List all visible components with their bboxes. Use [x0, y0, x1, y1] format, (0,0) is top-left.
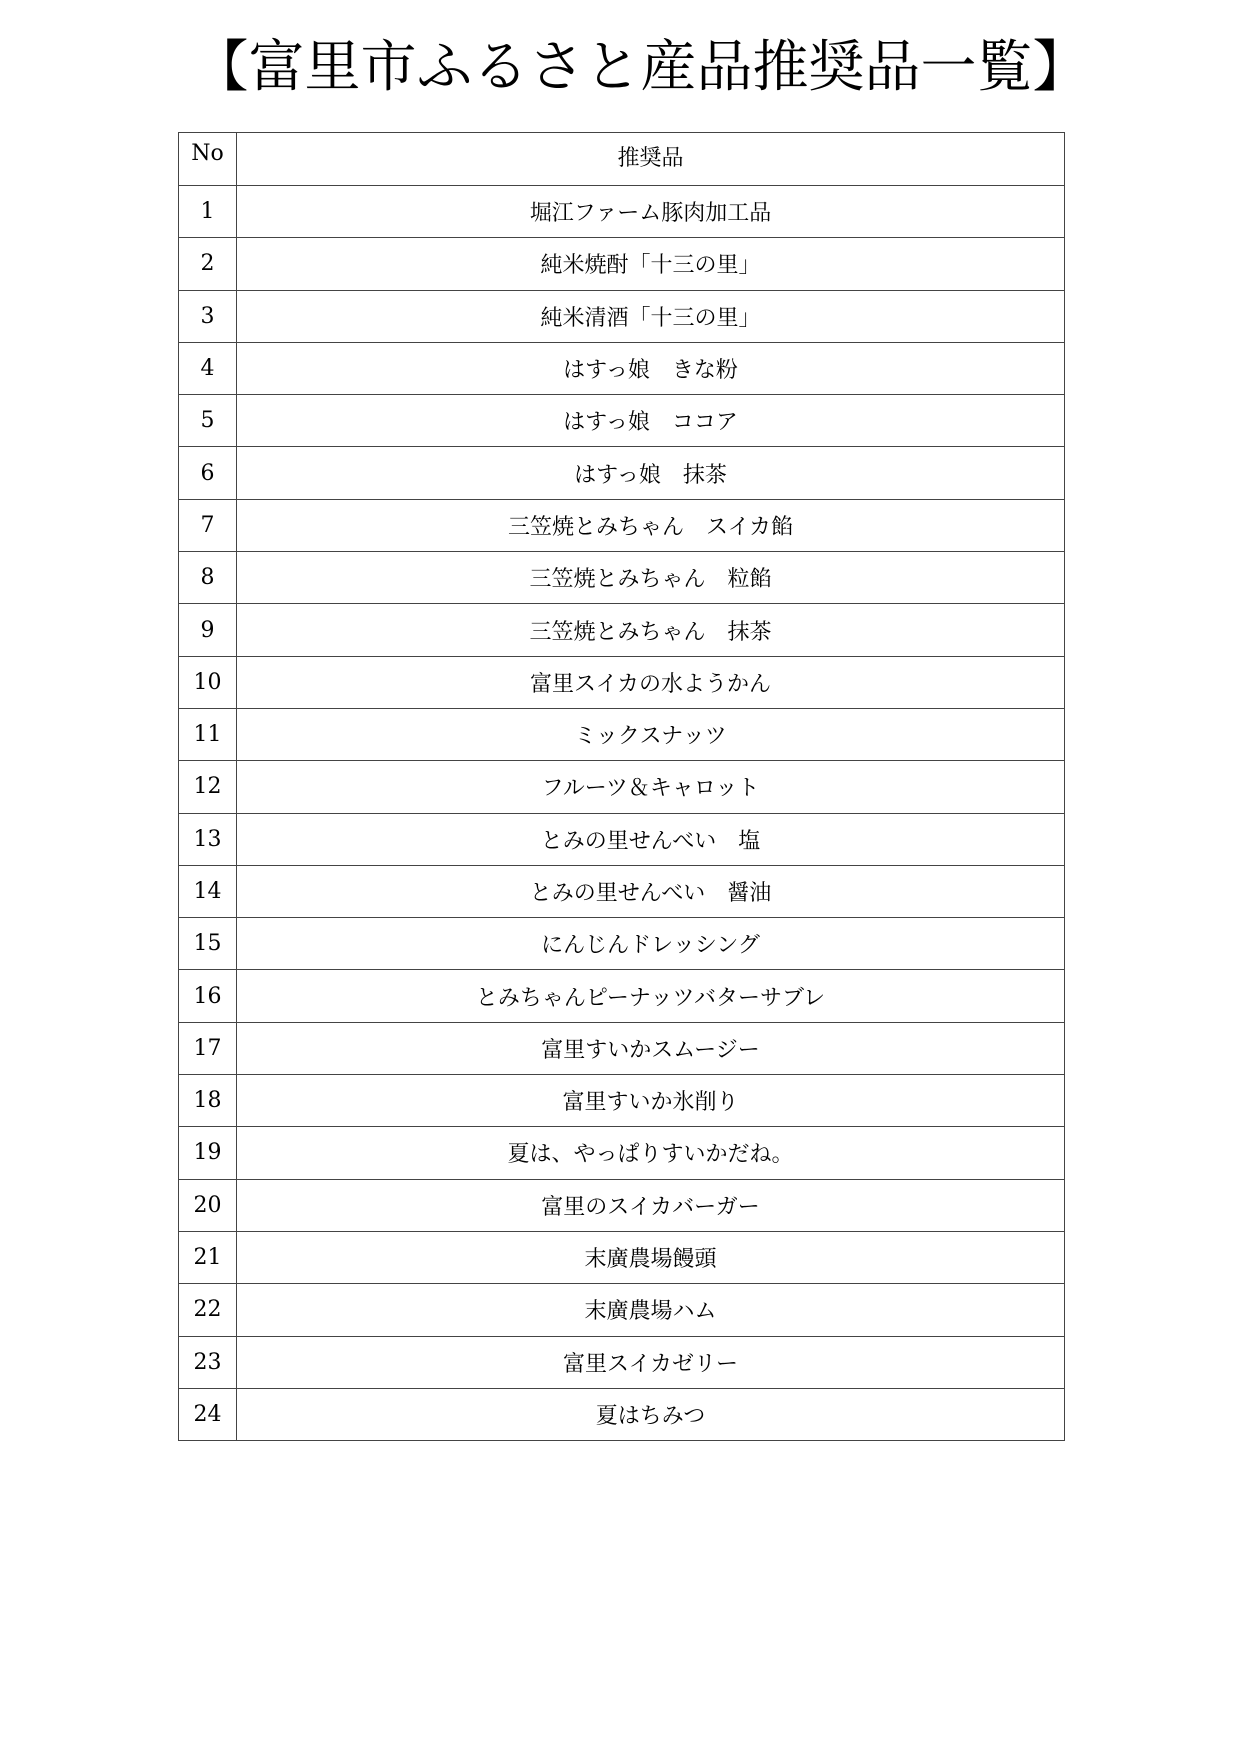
- product-name: 富里すいかスムージー: [237, 1022, 1065, 1074]
- product-name: 三笠焼とみちゃん 抹茶: [237, 604, 1065, 656]
- table-row: [179, 1388, 1065, 1440]
- row-number: 19: [179, 1127, 237, 1179]
- row-number: 7: [179, 499, 237, 551]
- table-row: [179, 552, 1065, 604]
- row-number: 3: [179, 290, 237, 342]
- product-name: 三笠焼とみちゃん スイカ餡: [237, 499, 1065, 551]
- table-row: [179, 708, 1065, 760]
- row-number: 1: [179, 186, 237, 238]
- product-name: 三笠焼とみちゃん 粒餡: [237, 552, 1065, 604]
- table-row: [179, 1179, 1065, 1231]
- row-number: 24: [179, 1388, 237, 1440]
- column-header-name: 推奨品: [237, 133, 1065, 186]
- row-number: 18: [179, 1075, 237, 1127]
- row-number: 11: [179, 708, 237, 760]
- table-row: [179, 918, 1065, 970]
- row-number: 17: [179, 1022, 237, 1074]
- table-row: [179, 290, 1065, 342]
- table-row: [179, 186, 1065, 238]
- table-row: [179, 395, 1065, 447]
- row-number: 4: [179, 342, 237, 394]
- product-name: 末廣農場ハム: [237, 1284, 1065, 1336]
- product-name: とみの里せんべい 塩: [237, 813, 1065, 865]
- row-number: 22: [179, 1284, 237, 1336]
- row-number: 6: [179, 447, 237, 499]
- row-number: 2: [179, 238, 237, 290]
- table-row: [179, 604, 1065, 656]
- table-row: [179, 238, 1065, 290]
- table-row: [179, 970, 1065, 1022]
- product-table: [178, 132, 1065, 1441]
- product-name: 夏は、やっぱりすいかだね。: [237, 1127, 1065, 1179]
- row-number: 13: [179, 813, 237, 865]
- product-name: ミックスナッツ: [237, 708, 1065, 760]
- table-row: [179, 1075, 1065, 1127]
- page-title: 【富里市ふるさと産品推奨品一覧】: [192, 35, 1089, 100]
- table-row: [179, 1022, 1065, 1074]
- table-row: [179, 1336, 1065, 1388]
- row-number: 12: [179, 761, 237, 813]
- row-number: 14: [179, 865, 237, 917]
- product-name: 純米清酒「十三の里」: [237, 290, 1065, 342]
- row-number: 9: [179, 604, 237, 656]
- table-row: [179, 865, 1065, 917]
- product-name: にんじんドレッシング: [237, 918, 1065, 970]
- table-row: [179, 656, 1065, 708]
- row-number: 23: [179, 1336, 237, 1388]
- table-row: [179, 447, 1065, 499]
- product-name: 末廣農場饅頭: [237, 1231, 1065, 1283]
- product-name: 純米焼酎「十三の里」: [237, 238, 1065, 290]
- product-name: はすっ娘 抹茶: [237, 447, 1065, 499]
- column-header-no: No: [179, 133, 237, 186]
- product-name: はすっ娘 きな粉: [237, 342, 1065, 394]
- table-row: [179, 1284, 1065, 1336]
- table-row: [179, 342, 1065, 394]
- row-number: 21: [179, 1231, 237, 1283]
- product-name: 堀江ファーム豚肉加工品: [237, 186, 1065, 238]
- product-name: 夏はちみつ: [237, 1388, 1065, 1440]
- table-row: [179, 1231, 1065, 1283]
- product-name: とみの里せんべい 醤油: [237, 865, 1065, 917]
- row-number: 10: [179, 656, 237, 708]
- row-number: 5: [179, 395, 237, 447]
- product-name: フルーツ＆キャロット: [237, 761, 1065, 813]
- table-row: [179, 813, 1065, 865]
- product-name: とみちゃんピーナッツバターサブレ: [237, 970, 1065, 1022]
- table-row: [179, 761, 1065, 813]
- row-number: 20: [179, 1179, 237, 1231]
- product-name: 富里のスイカバーガー: [237, 1179, 1065, 1231]
- row-number: 16: [179, 970, 237, 1022]
- product-name: はすっ娘 ココア: [237, 395, 1065, 447]
- row-number: 8: [179, 552, 237, 604]
- row-number: 15: [179, 918, 237, 970]
- table-header-row: [179, 133, 1065, 186]
- table-row: [179, 499, 1065, 551]
- product-name: 富里スイカゼリー: [237, 1336, 1065, 1388]
- product-name: 富里スイカの水ようかん: [237, 656, 1065, 708]
- table-row: [179, 1127, 1065, 1179]
- product-name: 富里すいか氷削り: [237, 1075, 1065, 1127]
